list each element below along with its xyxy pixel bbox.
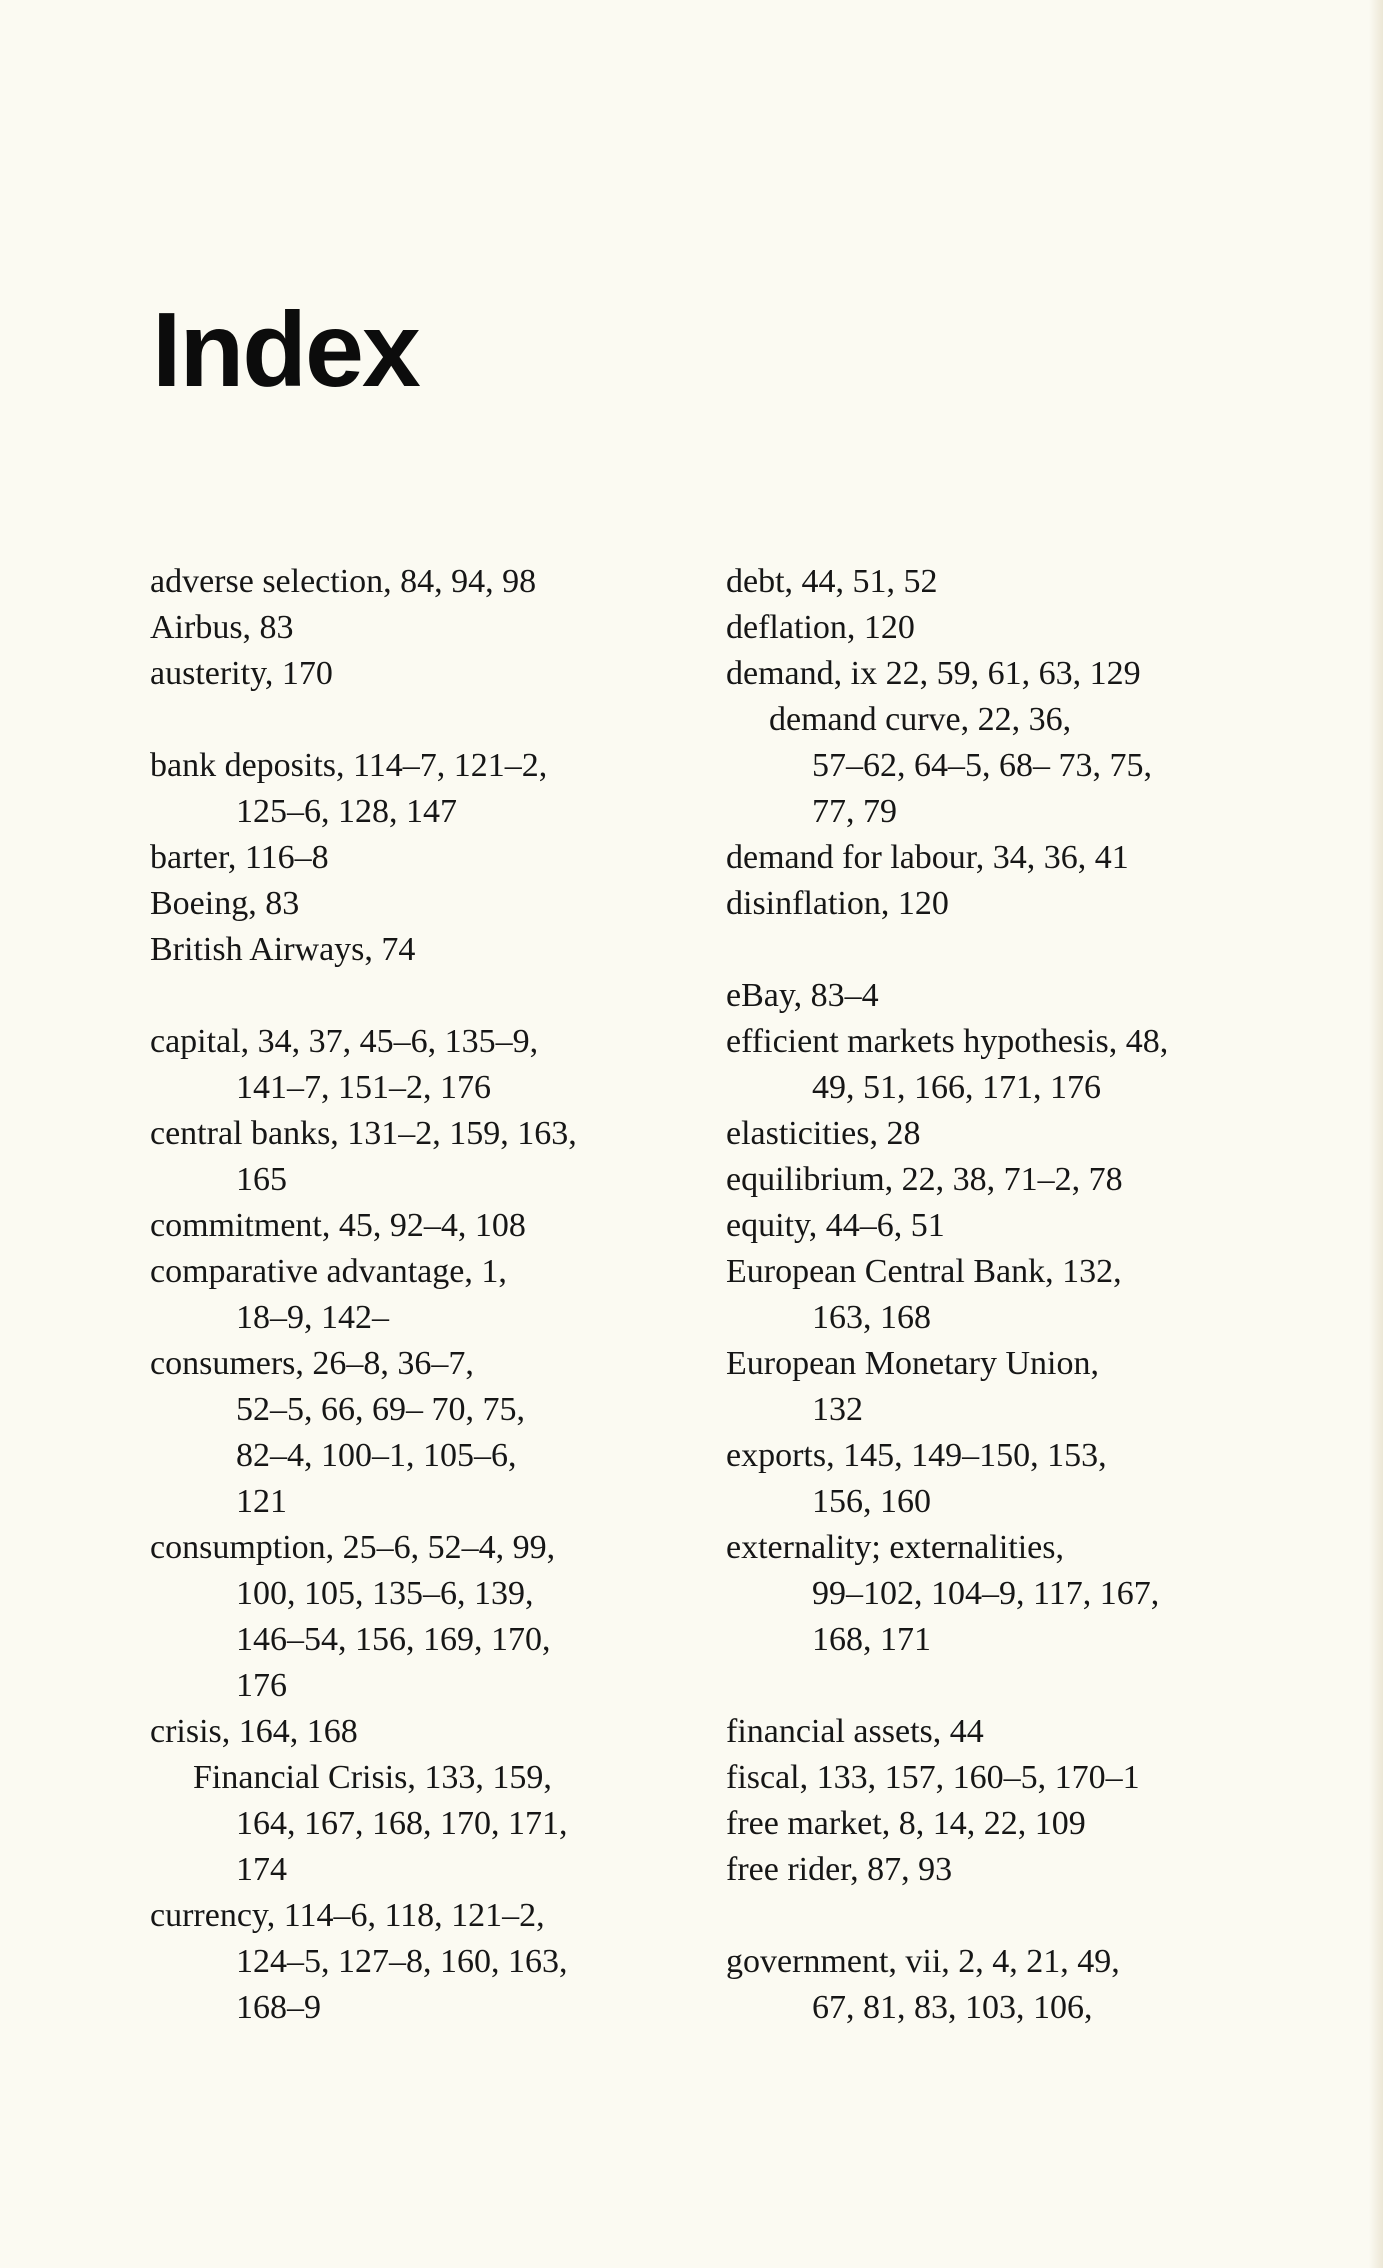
index-entry xyxy=(726,1847,1306,1893)
index-entry-continuation: 99–102, 104–9, 117, 167, xyxy=(812,1575,1160,1612)
index-entry xyxy=(726,1157,1306,1203)
index-entry-heading: capital, 34, 37, 45–6, 135–9, xyxy=(150,1023,539,1060)
index-entry-continuation: 49, 51, 166, 171, 176 xyxy=(812,1069,1101,1106)
index-entry xyxy=(150,559,690,605)
index-entry xyxy=(726,1801,1306,1847)
index-entry-heading: comparative advantage, 1, xyxy=(150,1253,507,1290)
index-subentry-continuation: 77, 79 xyxy=(812,793,897,830)
index-entry xyxy=(726,1433,1306,1525)
index-entry-heading: free rider, 87, 93 xyxy=(726,1851,953,1888)
index-entry-heading: fiscal, 133, 157, 160–5, 170–1 xyxy=(726,1759,1140,1796)
index-entry-heading: eBay, 83–4 xyxy=(726,977,879,1014)
index-entry xyxy=(150,1203,690,1249)
index-entry-heading: demand, ix 22, 59, 61, 63, 129 xyxy=(726,655,1141,692)
index-entry-continuation: 100, 105, 135–6, 139, xyxy=(236,1575,534,1612)
page-title: Index xyxy=(152,291,419,409)
index-entry-heading: financial assets, 44 xyxy=(726,1713,984,1750)
index-entry-continuation: 52–5, 66, 69– 70, 75, xyxy=(236,1391,525,1428)
index-entry-heading: crisis, 164, 168 xyxy=(150,1713,358,1750)
index-letter-group xyxy=(726,559,1306,927)
index-entry-heading: equilibrium, 22, 38, 71–2, 78 xyxy=(726,1161,1123,1198)
index-subentry-continuation: 164, 167, 168, 170, 171, xyxy=(236,1805,568,1842)
index-entry-continuation: 156, 160 xyxy=(812,1483,931,1520)
index-column-left xyxy=(150,559,690,2077)
index-letter-group xyxy=(150,1019,690,2031)
index-entry-heading: debt, 44, 51, 52 xyxy=(726,563,938,600)
index-subentry-continuation: 57–62, 64–5, 68– 73, 75, xyxy=(812,747,1152,784)
index-entry-heading: commitment, 45, 92–4, 108 xyxy=(150,1207,526,1244)
index-entry-heading: currency, 114–6, 118, 121–2, xyxy=(150,1897,545,1934)
index-entry xyxy=(150,927,690,973)
index-entry xyxy=(726,1939,1306,2031)
index-entry xyxy=(726,559,1306,605)
index-entry-continuation: 132 xyxy=(812,1391,863,1428)
index-entry-heading: barter, 116–8 xyxy=(150,839,329,876)
index-entry xyxy=(150,1341,690,1525)
index-entry-heading: central banks, 131–2, 159, 163, xyxy=(150,1115,577,1152)
index-entry-heading: British Airways, 74 xyxy=(150,931,416,968)
index-letter-group xyxy=(150,743,690,973)
index-subentry-heading: demand curve, 22, 36, xyxy=(769,701,1072,738)
index-entry-continuation: 124–5, 127–8, 160, 163, xyxy=(236,1943,568,1980)
index-entry-heading: bank deposits, 114–7, 121–2, xyxy=(150,747,548,784)
index-entry xyxy=(150,1525,690,1709)
index-entry xyxy=(726,835,1306,881)
index-entry-heading: European Monetary Union, xyxy=(726,1345,1099,1382)
index-entry-heading: European Central Bank, 132, xyxy=(726,1253,1122,1290)
index-entry xyxy=(726,605,1306,651)
index-entry xyxy=(150,1893,690,2031)
index-column-right xyxy=(726,559,1306,2077)
index-entry-continuation: 125–6, 128, 147 xyxy=(236,793,457,830)
index-entry-continuation: 176 xyxy=(236,1667,287,1704)
index-entry xyxy=(726,1111,1306,1157)
index-entry xyxy=(150,651,690,697)
index-entry xyxy=(150,1249,690,1341)
index-entry xyxy=(726,1203,1306,1249)
index-entry-heading: adverse selection, 84, 94, 98 xyxy=(150,563,537,600)
index-entry xyxy=(150,1019,690,1111)
index-entry xyxy=(726,1341,1306,1433)
index-entry-heading: equity, 44–6, 51 xyxy=(726,1207,945,1244)
index-entry xyxy=(726,651,1306,835)
index-entry-continuation: 82–4, 100–1, 105–6, xyxy=(236,1437,517,1474)
index-entry xyxy=(726,1755,1306,1801)
index-entry xyxy=(726,973,1306,1019)
index-entry xyxy=(150,605,690,651)
index-entry-heading: consumers, 26–8, 36–7, xyxy=(150,1345,474,1382)
index-entry xyxy=(726,881,1306,927)
index-entry xyxy=(150,1111,690,1203)
index-entry-heading: free market, 8, 14, 22, 109 xyxy=(726,1805,1086,1842)
index-subentry-heading: Financial Crisis, 133, 159, xyxy=(193,1759,552,1796)
index-entry xyxy=(150,743,690,835)
index-entry-continuation: 163, 168 xyxy=(812,1299,931,1336)
index-entry-continuation: 165 xyxy=(236,1161,287,1198)
index-entry-heading: demand for labour, 34, 36, 41 xyxy=(726,839,1129,876)
index-entry-heading: elasticities, 28 xyxy=(726,1115,921,1152)
index-entry-continuation: 168, 171 xyxy=(812,1621,931,1658)
index-entry-continuation: 67, 81, 83, 103, 106, xyxy=(812,1989,1093,2026)
index-entry-heading: Airbus, 83 xyxy=(150,609,294,646)
index-entry-continuation: 141–7, 151–2, 176 xyxy=(236,1069,491,1106)
index-entry-continuation: 121 xyxy=(236,1483,287,1520)
index-letter-group xyxy=(150,559,690,697)
index-entry xyxy=(150,835,690,881)
index-subentry-continuation: 174 xyxy=(236,1851,287,1888)
index-entry-heading: government, vii, 2, 4, 21, 49, xyxy=(726,1943,1120,1980)
index-entry-heading: Boeing, 83 xyxy=(150,885,300,922)
index-letter-group xyxy=(726,973,1306,1663)
index-entry-heading: disinflation, 120 xyxy=(726,885,949,922)
index-entry xyxy=(726,1525,1306,1663)
index-entry xyxy=(726,1019,1306,1111)
index-entry-continuation: 146–54, 156, 169, 170, xyxy=(236,1621,551,1658)
index-entry-continuation: 168–9 xyxy=(236,1989,321,2026)
index-entry-heading: austerity, 170 xyxy=(150,655,333,692)
index-entry-heading: efficient markets hypothesis, 48, xyxy=(726,1023,1169,1060)
index-entry xyxy=(150,1709,690,1893)
index-entry-continuation: 18–9, 142– xyxy=(236,1299,389,1336)
index-entry xyxy=(150,881,690,927)
index-entry-heading: externality; externalities, xyxy=(726,1529,1064,1566)
index-letter-group xyxy=(726,1939,1306,2031)
index-entry-heading: exports, 145, 149–150, 153, xyxy=(726,1437,1107,1474)
page-edge-shadow xyxy=(1369,0,1383,2268)
index-letter-group xyxy=(726,1709,1306,1893)
index-entry-heading: consumption, 25–6, 52–4, 99, xyxy=(150,1529,556,1566)
index-entry-heading: deflation, 120 xyxy=(726,609,915,646)
index-entry xyxy=(726,1709,1306,1755)
index-entry xyxy=(726,1249,1306,1341)
